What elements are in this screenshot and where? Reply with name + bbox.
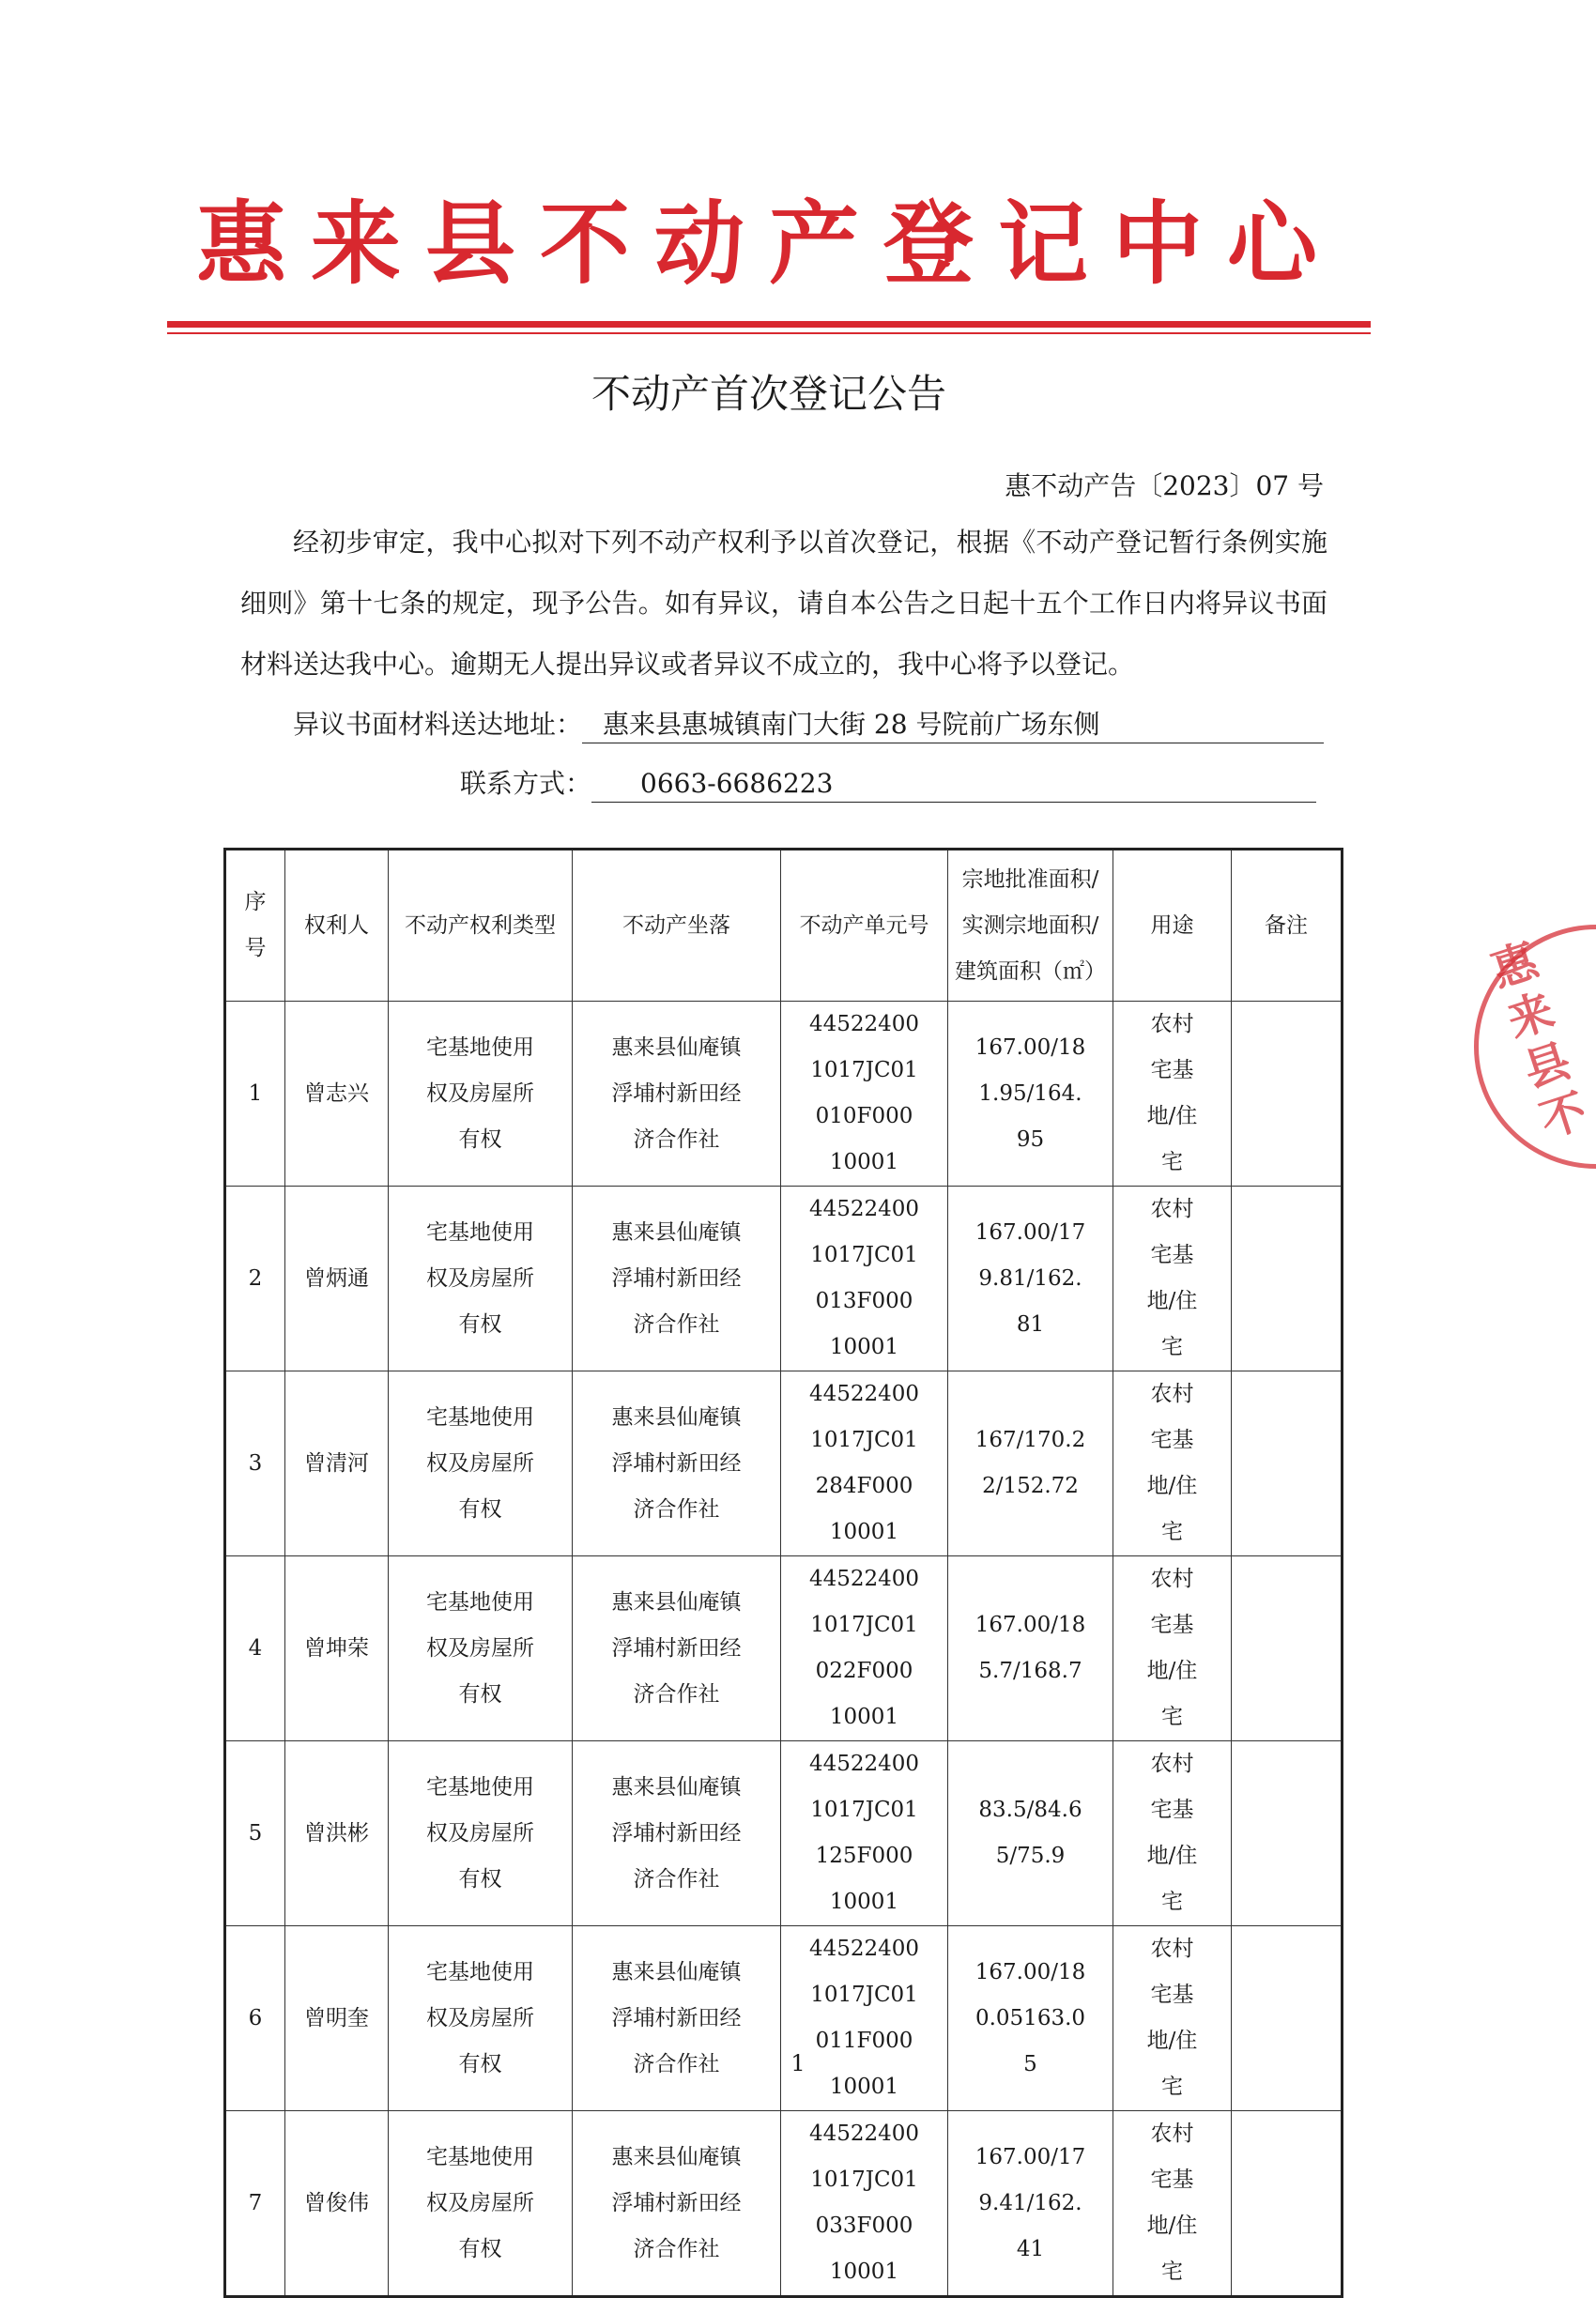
cell-right-type: 宅基地使用权及房屋所有权: [389, 1002, 573, 1187]
cell-no: 7: [225, 2111, 285, 2297]
header-area: 宗地批准面积/实测宗地面积/建筑面积（㎡）: [948, 850, 1113, 1002]
cell-location: 惠来县仙庵镇浮埔村新田经济合作社: [573, 1371, 781, 1556]
cell-right-type: 宅基地使用权及房屋所有权: [389, 1741, 573, 1926]
contact-value: 0663-6686223: [591, 765, 1316, 803]
cell-location: 惠来县仙庵镇浮埔村新田经济合作社: [573, 2111, 781, 2297]
cell-note: [1232, 1926, 1343, 2111]
table-row: [225, 1926, 1343, 2111]
address-label: 异议书面材料送达地址：: [293, 709, 583, 740]
cell-right-type: 宅基地使用权及房屋所有权: [389, 1926, 573, 2111]
cell-unit-no: 445224001017JC01022F00010001: [781, 1556, 948, 1741]
cell-right-type: 宅基地使用权及房屋所有权: [389, 1371, 573, 1556]
cell-unit-no: 445224001017JC01125F00010001: [781, 1741, 948, 1926]
cell-unit-no: 445224001017JC01284F00010001: [781, 1371, 948, 1556]
cell-use: 农村宅基地/住宅: [1113, 1002, 1232, 1187]
cell-no: 1: [225, 1002, 285, 1187]
cell-owner: 曾炳通: [285, 1187, 389, 1371]
cell-note: [1232, 1556, 1343, 1741]
official-seal-text: 惠来县不: [1485, 934, 1593, 1149]
cell-note: [1232, 1741, 1343, 1926]
cell-area: 83.5/84.65/75.9: [948, 1741, 1113, 1926]
header-note: 备注: [1232, 850, 1343, 1002]
cell-no: 3: [225, 1371, 285, 1556]
table-row: [225, 1371, 1343, 1556]
table-row: [225, 2111, 1343, 2297]
cell-owner: 曾俊伟: [285, 2111, 389, 2297]
cell-location: 惠来县仙庵镇浮埔村新田经济合作社: [573, 1556, 781, 1741]
cell-right-type: 宅基地使用权及房屋所有权: [389, 1556, 573, 1741]
header-unit-no: 不动产单元号: [781, 850, 948, 1002]
cell-owner: 曾明奎: [285, 1926, 389, 2111]
header-right-type: 不动产权利类型: [389, 850, 573, 1002]
cell-use: 农村宅基地/住宅: [1113, 1556, 1232, 1741]
cell-no: 4: [225, 1556, 285, 1741]
cell-owner: 曾志兴: [285, 1002, 389, 1187]
cell-use: 农村宅基地/住宅: [1113, 1741, 1232, 1926]
cell-no: 5: [225, 1741, 285, 1926]
contact-label: 联系方式：: [460, 768, 592, 799]
table-row: [225, 1741, 1343, 1926]
registration-table: [223, 848, 1343, 2298]
table-row: [225, 1187, 1343, 1371]
cell-owner: 曾洪彬: [285, 1741, 389, 1926]
table-header-row: [225, 850, 1343, 1002]
address-row: [293, 706, 1324, 743]
cell-unit-no: 445224001017JC01011F00010001: [781, 1926, 948, 2111]
notice-title: 不动产首次登记公告: [591, 371, 946, 417]
cell-area: 167.00/179.81/162.81: [948, 1187, 1113, 1371]
cell-area: 167/170.22/152.72: [948, 1371, 1113, 1556]
cell-right-type: 宅基地使用权及房屋所有权: [389, 2111, 573, 2297]
table-row: [225, 1556, 1343, 1741]
contact-row: [460, 765, 1316, 803]
cell-use: 农村宅基地/住宅: [1113, 1371, 1232, 1556]
table-row: [225, 1002, 1343, 1187]
cell-use: 农村宅基地/住宅: [1113, 1187, 1232, 1371]
cell-location: 惠来县仙庵镇浮埔村新田经济合作社: [573, 1002, 781, 1187]
cell-use: 农村宅基地/住宅: [1113, 2111, 1232, 2297]
cell-area: 167.00/181.95/164.95: [948, 1002, 1113, 1187]
cell-note: [1232, 2111, 1343, 2297]
notice-paragraph: 经初步审定，我中心拟对下列不动产权利予以首次登记，根据《不动产登记暂行条例实施细则》第十七条的规定，现予公告。如有异议，请自本公告之日起十五个工作日内将异议书面材料送达我中心。逾期无人提出异议或者异议不成立的，我中心将予以登记。: [240, 527, 1327, 680]
cell-note: [1232, 1002, 1343, 1187]
cell-location: 惠来县仙庵镇浮埔村新田经济合作社: [573, 1187, 781, 1371]
cell-area: 167.00/180.05163.05: [948, 1926, 1113, 2111]
letterhead-rule-thick: [167, 321, 1371, 328]
cell-area: 167.00/179.41/162.41: [948, 2111, 1113, 2297]
cell-note: [1232, 1371, 1343, 1556]
cell-location: 惠来县仙庵镇浮埔村新田经济合作社: [573, 1741, 781, 1926]
cell-right-type: 宅基地使用权及房屋所有权: [389, 1187, 573, 1371]
cell-owner: 曾坤荣: [285, 1556, 389, 1741]
cell-no: 2: [225, 1187, 285, 1371]
cell-owner: 曾清河: [285, 1371, 389, 1556]
document-number: 惠不动产告〔2023〕07 号: [1005, 470, 1324, 501]
cell-unit-no: 445224001017JC01010F00010001: [781, 1002, 948, 1187]
cell-unit-no: 445224001017JC01013F00010001: [781, 1187, 948, 1371]
header-owner: 权利人: [285, 850, 389, 1002]
cell-unit-no: 445224001017JC01033F00010001: [781, 2111, 948, 2297]
header-no: 序号: [225, 850, 285, 1002]
header-use: 用途: [1113, 850, 1232, 1002]
page-number: 1: [790, 2050, 806, 2076]
cell-no: 6: [225, 1926, 285, 2111]
header-location: 不动产坐落: [573, 850, 781, 1002]
letterhead-title: 惠来县不动产登记中心: [196, 192, 1342, 297]
address-value: 惠来县惠城镇南门大街 28 号院前广场东侧: [582, 706, 1324, 743]
cell-area: 167.00/185.7/168.7: [948, 1556, 1113, 1741]
cell-note: [1232, 1187, 1343, 1371]
letterhead-rule-thin: [167, 332, 1371, 334]
cell-location: 惠来县仙庵镇浮埔村新田经济合作社: [573, 1926, 781, 2111]
cell-use: 农村宅基地/住宅: [1113, 1926, 1232, 2111]
